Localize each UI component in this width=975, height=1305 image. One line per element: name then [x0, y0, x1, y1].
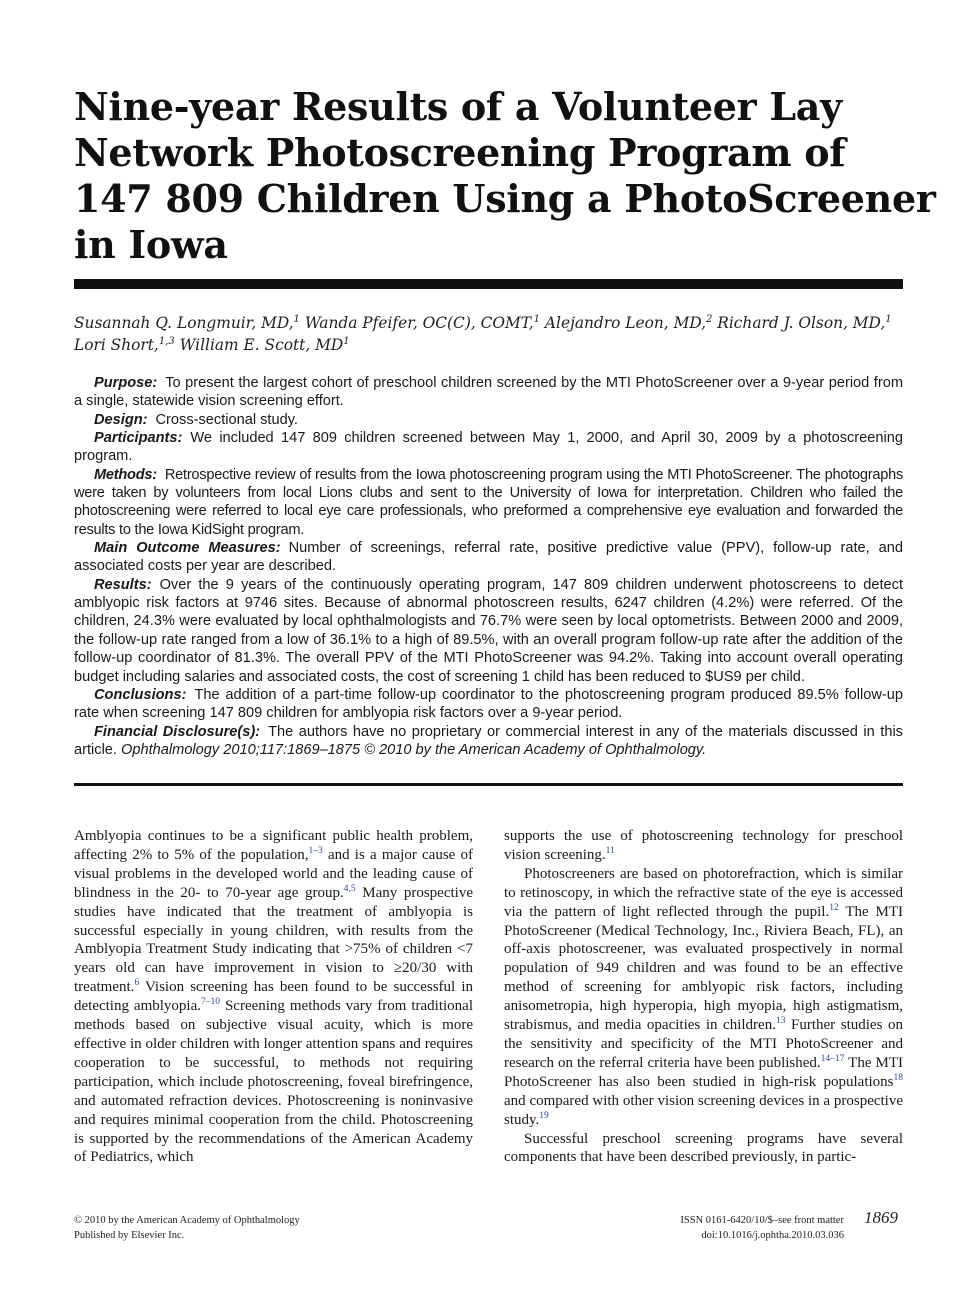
- journal-citation: Ophthalmology 2010;117:1869–1875 © 2010 by the American Academy of Ophthalmology.: [121, 741, 707, 758]
- title-line: Network Photoscreening Program of: [74, 130, 846, 175]
- author-name: William E. Scott, MD: [174, 336, 344, 354]
- section-text: We included 147 809 children screened between May 1, 2000, and April 30, 2009 by a photoscreening program.: [74, 430, 903, 465]
- reference-link[interactable]: 6: [134, 978, 140, 989]
- body-text: Photoscreeners are based on photorefraction, which is similar to retinoscopy, in which the refractive state of the eye is accessed via the pattern of light reflected through the pupil.: [504, 865, 903, 920]
- title-line: Nine-year Results of a Volunteer Lay: [74, 84, 842, 129]
- abstract-design: [74, 411, 903, 429]
- abstract-outcome-measures: [74, 539, 903, 576]
- body-text: and is a major cause of visual problems in the developed world and the leading cause of blindness in the 20- to 70-year age group.: [74, 846, 473, 901]
- abstract-divider: [74, 783, 903, 786]
- body-paragraph: [504, 1130, 903, 1168]
- body-text: Successful preschool screening programs have several components that have been described previously, in partic-: [504, 1130, 903, 1166]
- body-text: Vision screening has been found to be successful in detecting amblyopia.: [74, 979, 473, 1015]
- section-label: Results:: [94, 576, 152, 593]
- section-label: Participants:: [94, 430, 183, 447]
- body-text: Screening methods vary from traditional methods based on subjective visual acuity, which is more effective in older children with longer attention spans and requires cooperation to be successful, to methods not requiring participation, which include photoscreening, foveal birefringence, and automated refraction devices. Photoscreening is noninvasive and requires minimal cooperation from the child. Photoscreening is supported by the recommendations of the American Academy of Pediatrics, which: [74, 998, 473, 1166]
- body-text: and compared with other vision screening devices in a prospective study.: [504, 1092, 903, 1128]
- section-label: Main Outcome Measures:: [94, 540, 281, 557]
- section-label: Conclusions:: [94, 686, 187, 703]
- reference-link[interactable]: 14–17: [820, 1053, 845, 1064]
- reference-link[interactable]: 11: [605, 845, 615, 856]
- article-title: [74, 84, 936, 268]
- doi-link[interactable]: doi:10.1016/j.ophtha.2010.03.036: [701, 1230, 844, 1241]
- title-line: 147 809 Children Using a PhotoScreener: [74, 176, 936, 221]
- affiliation-marker: 1: [293, 313, 300, 325]
- copyright-text: © 2010 by the American Academy of Ophthalmology: [74, 1215, 300, 1226]
- reference-link[interactable]: 4,5: [343, 883, 356, 894]
- abstract-participants: [74, 429, 903, 466]
- author-list: [74, 312, 909, 356]
- abstract: [74, 374, 903, 759]
- reference-link[interactable]: 19: [539, 1110, 549, 1121]
- abstract-conclusions: [74, 686, 903, 723]
- body-text: The MTI PhotoScreener (Medical Technology, Inc., Riviera Beach, FL), an off-axis photoscreener, was evaluated prospectively in normal population of 949 children and was found to be an effective method of screening for amblyopic risk factors, including anisometropia, high hyperopia, high myopia, high astigmatism, strabismus, and media opacities in children.: [504, 903, 904, 1034]
- section-text: Number of screenings, referral rate, positive predictive value (PPV), follow-up rate, and associated costs per year are described.: [74, 540, 903, 575]
- title-line: in Iowa: [74, 222, 228, 267]
- abstract-results: [74, 576, 903, 686]
- section-text: Over the 9 years of the continuously operating program, 147 809 children underwent photoscreens to detect amblyopic risk factors at 9746 sites. Because of abnormal photoscreen results, 6247 children (4.2%) were referred. Of the children, 24.3% were evaluated by local ophthalmologists and 76.7% were seen by local optometrists. Between 2000 and 2009, the follow-up rate ranged from a low of 36.1% to a high of 89.5%, with an overall program follow-up rate after the addition of the follow-up coordinator of 81.3%. The overall PPV of the MTI PhotoScreener was 94.2%. Taking into account overall operating budget including salaries and associated costs, the cost of screening 1 child has been reduced to $US9 per child.: [74, 576, 903, 685]
- page-number: 1869: [864, 1208, 898, 1227]
- abstract-purpose: [74, 374, 903, 411]
- body-column-right: [504, 827, 903, 1167]
- author-name: Richard J. Olson, MD,: [712, 314, 886, 332]
- body-column-left: [74, 827, 473, 1167]
- section-text: The authors have no proprietary or commercial interest in any of the materials discussed in this article.: [74, 723, 903, 758]
- section-label: Financial Disclosure(s):: [94, 723, 261, 740]
- reference-link[interactable]: 7–10: [201, 997, 220, 1008]
- body-text: Further studies on the sensitivity and specificity of the MTI PhotoScreener and research on the referral criteria have been published.: [504, 1017, 903, 1071]
- author-line: [74, 312, 909, 334]
- title-divider: [74, 279, 903, 289]
- author-name: Alejandro Leon, MD,: [540, 314, 707, 332]
- author-name: Lori Short,: [74, 336, 159, 354]
- section-label: Purpose:: [94, 375, 158, 391]
- body-paragraph: [504, 827, 903, 865]
- section-label: Design:: [94, 411, 148, 428]
- body-paragraph: [74, 827, 473, 1167]
- body-text: Amblyopia continues to be a significant public health problem, affecting 2% to 5% of the population,: [74, 828, 473, 863]
- abstract-methods: [74, 466, 903, 539]
- author-name: Wanda Pfeifer, OC(C), COMT,: [299, 314, 534, 332]
- affiliation-marker: 1,3: [158, 335, 175, 347]
- reference-link[interactable]: 1–3: [308, 845, 323, 856]
- reference-link[interactable]: 13: [775, 1016, 786, 1027]
- section-text: Retrospective review of results from the Iowa photoscreening program using the MTI PhotoScreener. The photographs were taken by volunteers from local Lions clubs and sent to the University of Iowa for interpretation. Children who failed the photoscreening were referred to local eye care professionals, who preformed a comprehensive eye evaluation and forwarded the results to the Iowa KidSight program.: [74, 466, 903, 538]
- footer-copyright: [74, 1213, 300, 1243]
- body-text: Many prospective studies have indicated that the treatment of amblyopia is successful especially in young children, with results from the Amblyopia Treatment Study indicating that >75% of children <7 years old can have improvement in vision to ≥20/30 with treatment.: [74, 884, 473, 996]
- author-line: [74, 334, 909, 356]
- body-text: The MTI PhotoScreener has also been studied in high-risk populations: [504, 1054, 903, 1090]
- section-text: To present the largest cohort of preschool children screened by the MTI PhotoScreener over a 9-year period from a single, statewide vision screening effort.: [74, 375, 903, 410]
- body-paragraph: [504, 865, 903, 1130]
- body-text: supports the use of photoscreening technology for preschool vision screening.: [504, 828, 903, 863]
- affiliation-marker: 2: [706, 313, 713, 325]
- affiliation-marker: 1: [343, 335, 350, 347]
- section-label: Methods:: [94, 466, 157, 483]
- publisher-text: Published by Elsevier Inc.: [74, 1230, 185, 1241]
- affiliation-marker: 1: [885, 313, 892, 325]
- affiliation-marker: 1: [533, 313, 541, 325]
- reference-link[interactable]: 12: [829, 902, 839, 913]
- author-name: Susannah Q. Longmuir, MD,: [74, 314, 294, 332]
- section-text: Cross-sectional study.: [155, 411, 298, 428]
- issn-text: ISSN 0161-6420/10/$–see front matter: [680, 1215, 844, 1226]
- section-text: The addition of a part-time follow-up coordinator to the photoscreening program produced 89.5% follow-up rate when screening 147 809 children for amblyopia risk factors over a 9-year period.: [74, 686, 903, 722]
- abstract-financial-disclosure: [74, 723, 903, 760]
- reference-link[interactable]: 18: [893, 1072, 903, 1083]
- footer-identifiers: [640, 1213, 844, 1243]
